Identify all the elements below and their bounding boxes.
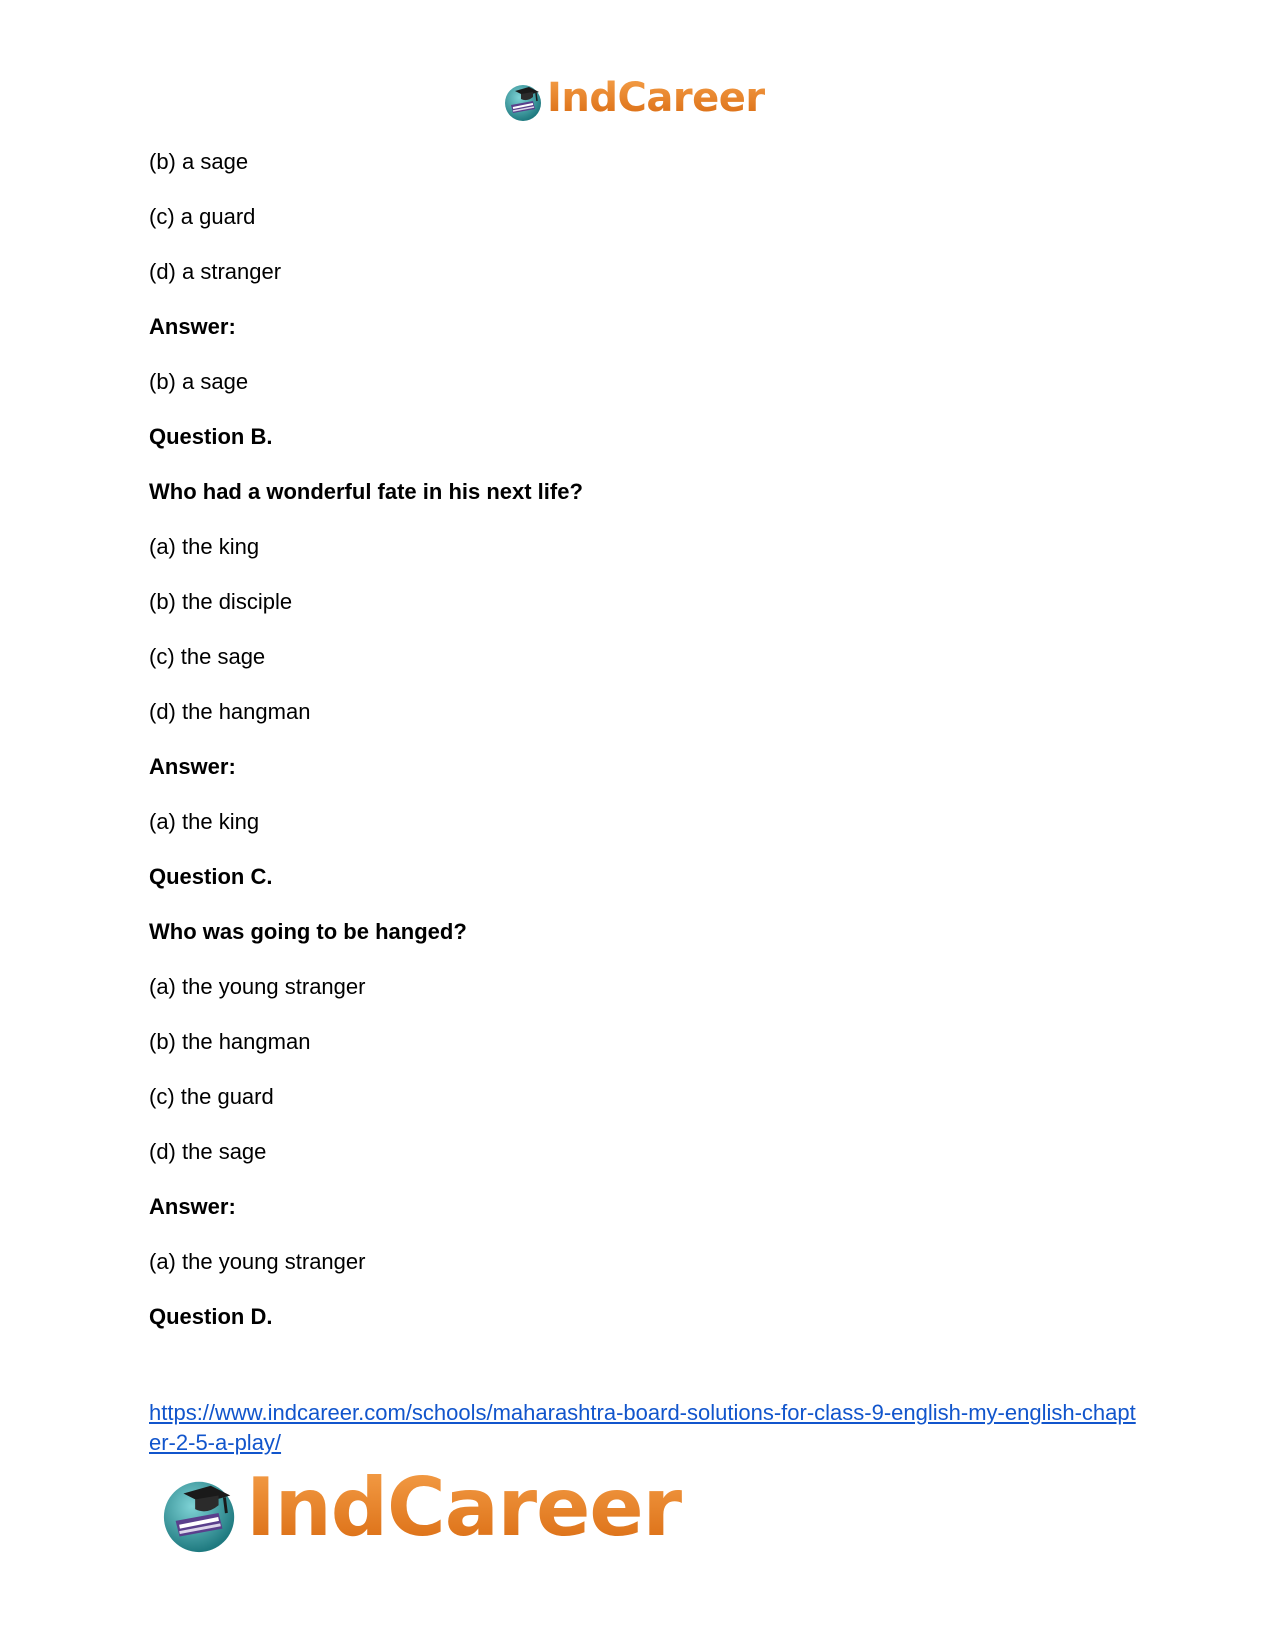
text-line: (d) the sage <box>149 1139 267 1164</box>
logo-globe-icon <box>503 81 545 123</box>
heading-line: Who was going to be hanged? <box>149 919 467 944</box>
text-line: (b) the hangman <box>149 1029 311 1054</box>
heading-line: Question D. <box>149 1304 273 1329</box>
heading-line: Answer: <box>149 1194 236 1219</box>
source-link[interactable]: https://www.indcareer.com/schools/maharashtra-board-solutions-for-class-9-english-my-english-chapter-2-5-a-play/ <box>149 1400 1136 1455</box>
text-line: (b) a sage <box>149 369 249 394</box>
svg-text:IndCareer: IndCareer <box>547 75 765 121</box>
text-line: (d) the hangman <box>149 699 311 724</box>
text-line: (a) the young stranger <box>149 1249 366 1274</box>
text-line: (a) the young stranger <box>149 974 366 999</box>
heading-line: Answer: <box>149 314 236 339</box>
heading-line: Question C. <box>149 864 273 889</box>
heading-line: Answer: <box>149 754 236 779</box>
footer-logo <box>160 1460 686 1560</box>
text-line: (d) a stranger <box>149 259 282 284</box>
header-logo <box>503 75 767 126</box>
document-body <box>149 146 1129 1356</box>
text-line: (a) the king <box>149 809 260 834</box>
heading-line: Question B. <box>149 424 273 449</box>
logo-text <box>547 73 767 131</box>
svg-text:IndCareer: IndCareer <box>246 1460 682 1551</box>
logo-globe-icon <box>160 1474 242 1556</box>
text-line: (c) the sage <box>149 644 266 669</box>
text-line: (b) a sage <box>149 149 249 174</box>
logo-wordmark <box>547 73 767 121</box>
logo-text <box>246 1461 686 1570</box>
text-line: (a) the king <box>149 534 260 559</box>
text-line: (b) the disciple <box>149 589 293 614</box>
text-line: (c) the guard <box>149 1084 274 1109</box>
text-line: (c) a guard <box>149 204 256 229</box>
heading-line: Who had a wonderful fate in his next life? <box>149 479 583 504</box>
logo-wordmark <box>246 1461 686 1551</box>
